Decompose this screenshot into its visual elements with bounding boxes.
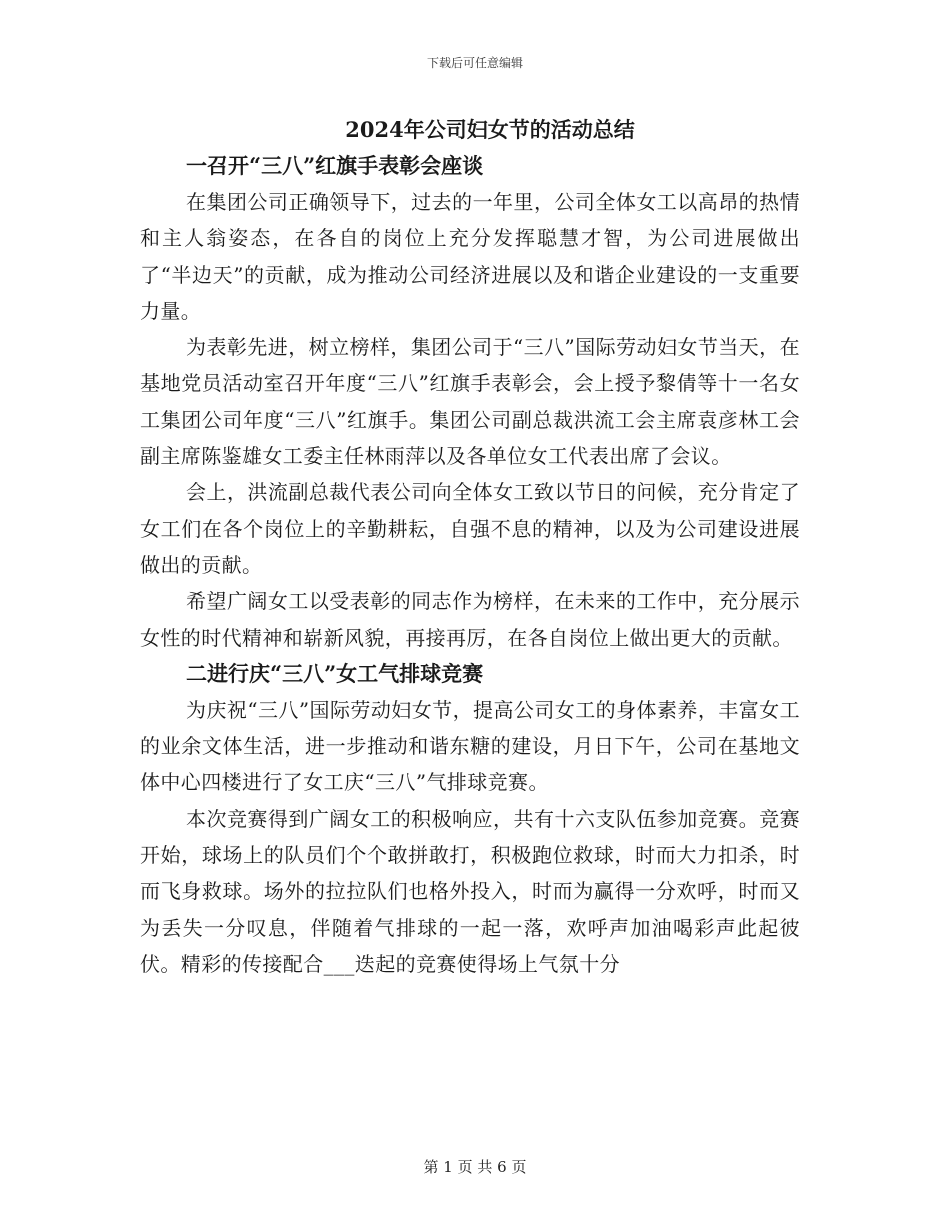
- page-footer-number: 第 1 页 共 6 页: [423, 1158, 527, 1176]
- paragraph: 为表彰先进，树立榜样，集团公司于“三八”国际劳动妇女节当天，在基地党员活动室召开年度“三八”红旗手表彰会，会上授予黎倩等十一名女工集团公司年度“三八”红旗手。集团公司副总裁洪流工会主席袁彦林工会副主席陈鉴雄女工委主任林雨萍以及各单位女工代表出席了会议。: [140, 335, 800, 469]
- document-title: 2024年公司妇女节的活动总结: [345, 117, 635, 142]
- paragraph: 在集团公司正确领导下，过去的一年里，公司全体女工以高昂的热情和主人翁姿态，在各自的岗位上充分发挥聪慧才智，为公司进展做出了“半边天”的贡献，成为推动公司经济进展以及和谐企业建设的一支重要力量。: [140, 190, 800, 323]
- paragraph: 希望广阔女工以受表彰的同志作为榜样，在未来的工作中，充分展示女性的时代精神和崭新风貌，再接再厉，在各自岗位上做出更大的贡献。: [140, 589, 800, 650]
- document-body: [140, 112, 800, 982]
- page-header-note: 下载后可任意编辑: [426, 56, 523, 70]
- paragraph: 本次竞赛得到广阔女工的积极响应，共有十六支队伍参加竞赛。竞赛开始，球场上的队员们个个敢拼敢打，积极跑位救球，时而大力扣杀，时而飞身救球。场外的拉拉队们也格外投入，时而为赢得一分欢呼，时而又为丢失一分叹息，伴随着气排球的一起一落，欢呼声加油喝彩声此起彼伏。精彩的传接配合___迭起的竞赛使得场上气氛十分: [140, 806, 800, 976]
- paragraph: 为庆祝“三八”国际劳动妇女节，提高公司女工的身体素养，丰富女工的业余文体生活，进一步推动和谐东糖的建设，月日下午，公司在基地文体中心四楼进行了女工庆“三八”气排球竞赛。: [140, 697, 800, 795]
- paragraph: 会上，洪流副总裁代表公司向全体女工致以节日的问候，充分肯定了女工们在各个岗位上的辛勤耕耘，自强不息的精神，以及为公司建设进展做出的贡献。: [140, 480, 800, 577]
- section-heading-1: 一召开“三八”红旗手表彰会座谈: [186, 153, 484, 178]
- section-heading-2: 二进行庆“三八”女工气排球竞赛: [186, 660, 484, 686]
